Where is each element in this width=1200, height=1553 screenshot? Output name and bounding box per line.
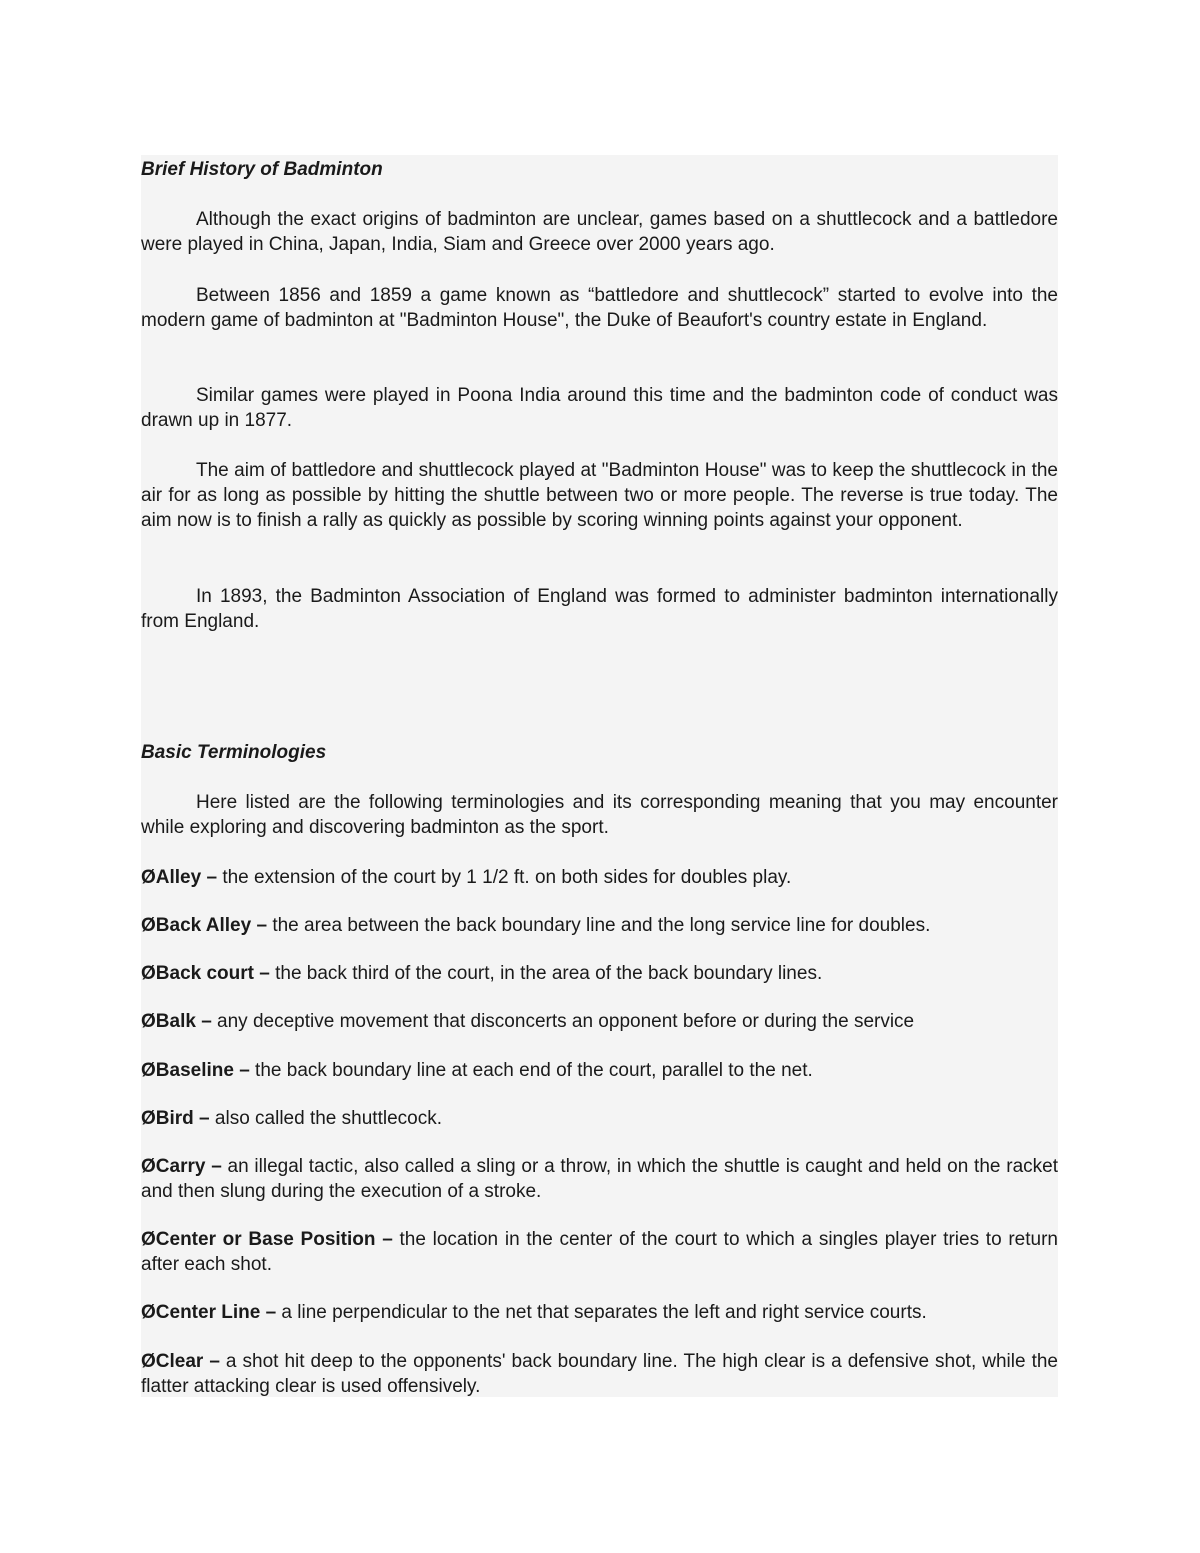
term-name: ØCarry – xyxy=(141,1156,222,1177)
history-paragraph-1: Although the exact origins of badminton are unclear, games based on a shuttlecock and a battledore were played in China, Japan, India, Siam and Greece over 2000 years ago. xyxy=(141,209,1058,255)
term-definition: also called the shuttlecock. xyxy=(209,1108,442,1129)
term-item-center-line xyxy=(141,1300,1058,1325)
term-definition: the location in the center of the court to which a singles player tries to return after each shot. xyxy=(141,1229,1058,1275)
term-definition: the back boundary line at each end of the court, parallel to the net. xyxy=(249,1060,813,1081)
term-name: ØBack Alley – xyxy=(141,915,268,936)
term-name: ØBack court – xyxy=(141,963,270,984)
term-item-back-court xyxy=(141,961,1058,986)
term-item-balk xyxy=(141,1009,1058,1034)
term-definition: the area between the back boundary line and the long service line for doubles. xyxy=(267,915,931,936)
term-name: ØBird – xyxy=(141,1108,210,1129)
term-item-back-alley xyxy=(141,913,1058,938)
terminology-title: Basic Terminologies xyxy=(141,742,327,763)
term-name: ØClear – xyxy=(141,1351,220,1372)
term-definition: an illegal tactic, also called a sling or a throw, in which the shuttle is caught and held on the racket and then slung during the execution of a stroke. xyxy=(141,1156,1058,1202)
term-name: ØAlley – xyxy=(141,867,218,888)
term-item-clear xyxy=(141,1349,1058,1399)
term-item-alley xyxy=(141,865,1058,890)
term-definition: the back third of the court, in the area of the back boundary lines. xyxy=(269,963,823,984)
term-name: ØCenter or Base Position – xyxy=(141,1229,393,1250)
term-name: ØCenter Line – xyxy=(141,1302,277,1323)
term-name: ØBaseline – xyxy=(141,1060,250,1081)
history-title: Brief History of Badminton xyxy=(141,159,383,180)
term-definition: a line perpendicular to the net that separates the left and right service courts. xyxy=(276,1302,927,1323)
history-paragraph-5: In 1893, the Badminton Association of England was formed to administer badminton internationally from England. xyxy=(141,586,1058,632)
term-item-baseline xyxy=(141,1058,1058,1083)
term-item-carry xyxy=(141,1154,1058,1204)
history-paragraph-2: Between 1856 and 1859 a game known as “battledore and shuttlecock” started to evolve into the modern game of badminton at "Badminton House", the Duke of Beaufort's country estate in England. xyxy=(141,285,1058,331)
term-definition: any deceptive movement that disconcerts an opponent before or during the service xyxy=(211,1011,915,1032)
term-item-center-base-position xyxy=(141,1227,1058,1277)
history-paragraph-3: Similar games were played in Poona India around this time and the badminton code of conduct was drawn up in 1877. xyxy=(141,385,1058,431)
term-item-bird xyxy=(141,1106,1058,1131)
history-paragraph-4: The aim of battledore and shuttlecock played at "Badminton House" was to keep the shuttlecock in the air for as long as possible by hitting the shuttle between two or more people. The reverse is true today. The aim now is to finish a rally as quickly as possible by scoring winning points against your opponent. xyxy=(141,460,1058,531)
term-definition: a shot hit deep to the opponents' back boundary line. The high clear is a defensive shot, while the flatter attacking clear is used offensively. xyxy=(141,1351,1058,1397)
term-name: ØBalk – xyxy=(141,1011,212,1032)
term-definition: the extension of the court by 1 1/2 ft. on both sides for doubles play. xyxy=(217,867,792,888)
document-page-content xyxy=(141,155,1058,1397)
terminology-intro: Here listed are the following terminologies and its corresponding meaning that you may encounter while exploring and discovering badminton as the sport. xyxy=(141,792,1058,838)
